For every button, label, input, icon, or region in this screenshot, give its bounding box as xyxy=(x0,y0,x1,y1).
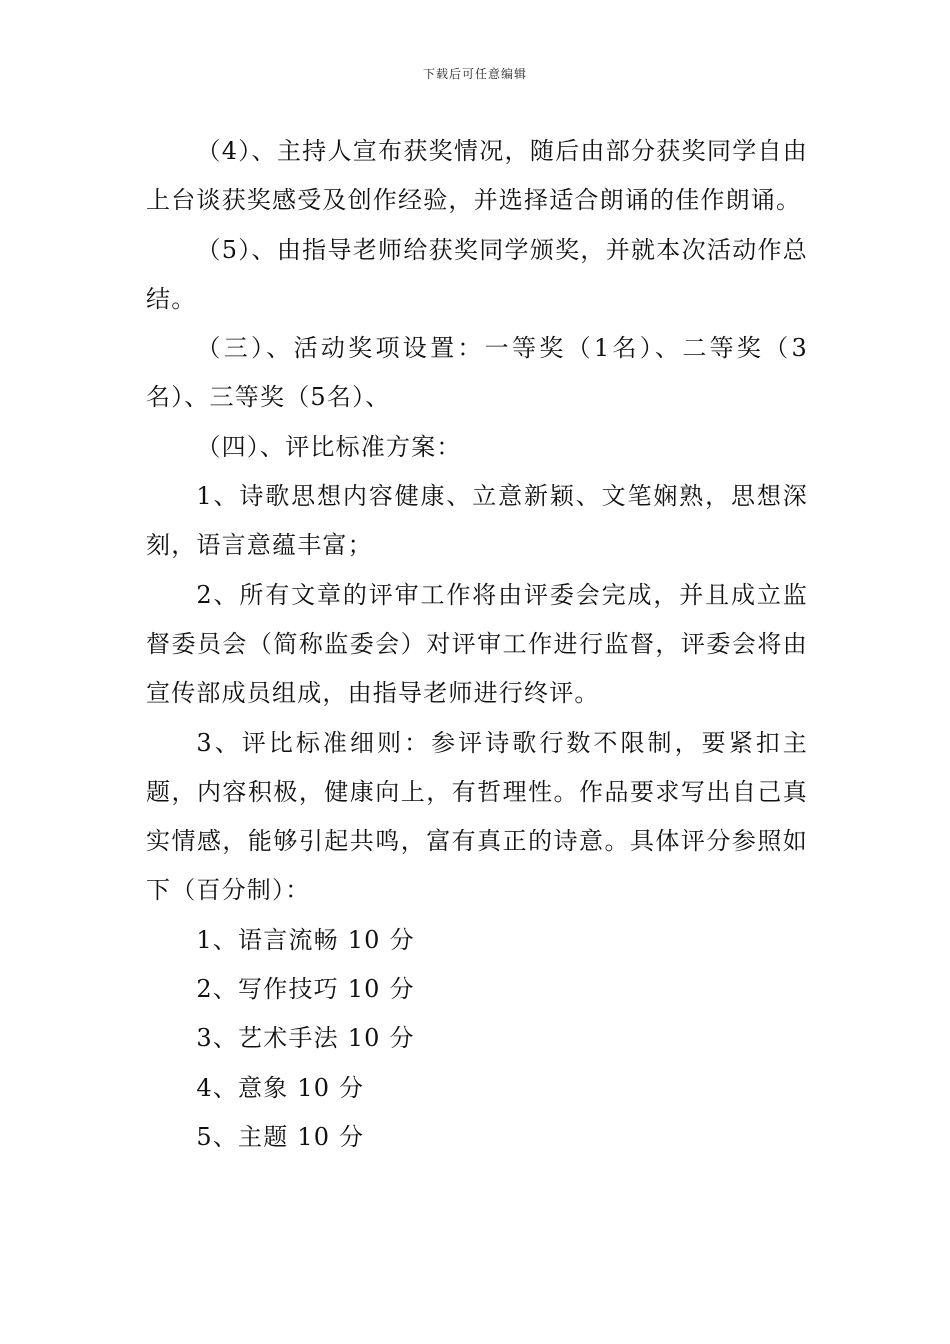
paragraph-criteria-1: 1、诗歌思想内容健康、立意新颖、文笔娴熟，思想深刻，语言意蕴丰富； xyxy=(146,482,808,560)
paragraph-award-ceremony: （5）、由指导老师给获奖同学颁奖，并就本次活动作总结。 xyxy=(146,235,808,313)
scoring-item: 5、主题 10 分 xyxy=(196,1122,365,1151)
document-body xyxy=(146,127,808,1162)
paragraph-criteria-2: 2、所有文章的评审工作将由评委会完成，并且成立监督委员会（简称监委会）对评审工作进行监督，评委会将由宣传部成员组成，由指导老师进行终评。 xyxy=(146,580,808,708)
paragraph-criteria-heading: （四）、评比标准方案： xyxy=(196,432,462,461)
paragraph-award-settings: （三）、活动奖项设置：一等奖（1名）、二等奖（3名）、三等奖（5名）、 xyxy=(146,334,808,412)
scoring-item: 1、语言流畅 10 分 xyxy=(196,925,415,954)
page-header: 下载后可任意编辑 xyxy=(422,67,527,81)
scoring-item: 3、艺术手法 10 分 xyxy=(196,1024,415,1053)
paragraph-criteria-3: 3、评比标准细则：参评诗歌行数不限制，要紧扣主题，内容积极，健康向上，有哲理性。作品要求写出自己真实情感，能够引起共鸣，富有真正的诗意。具体评分参照如下（百分制）： xyxy=(146,728,808,905)
scoring-item: 2、写作技巧 10 分 xyxy=(196,975,415,1004)
paragraph-award-announcement: （4）、主持人宣布获奖情况，随后由部分获奖同学自由上台谈获奖感受及创作经验，并选择适合朗诵的佳作朗诵。 xyxy=(146,137,808,215)
scoring-item: 4、意象 10 分 xyxy=(196,1073,365,1102)
